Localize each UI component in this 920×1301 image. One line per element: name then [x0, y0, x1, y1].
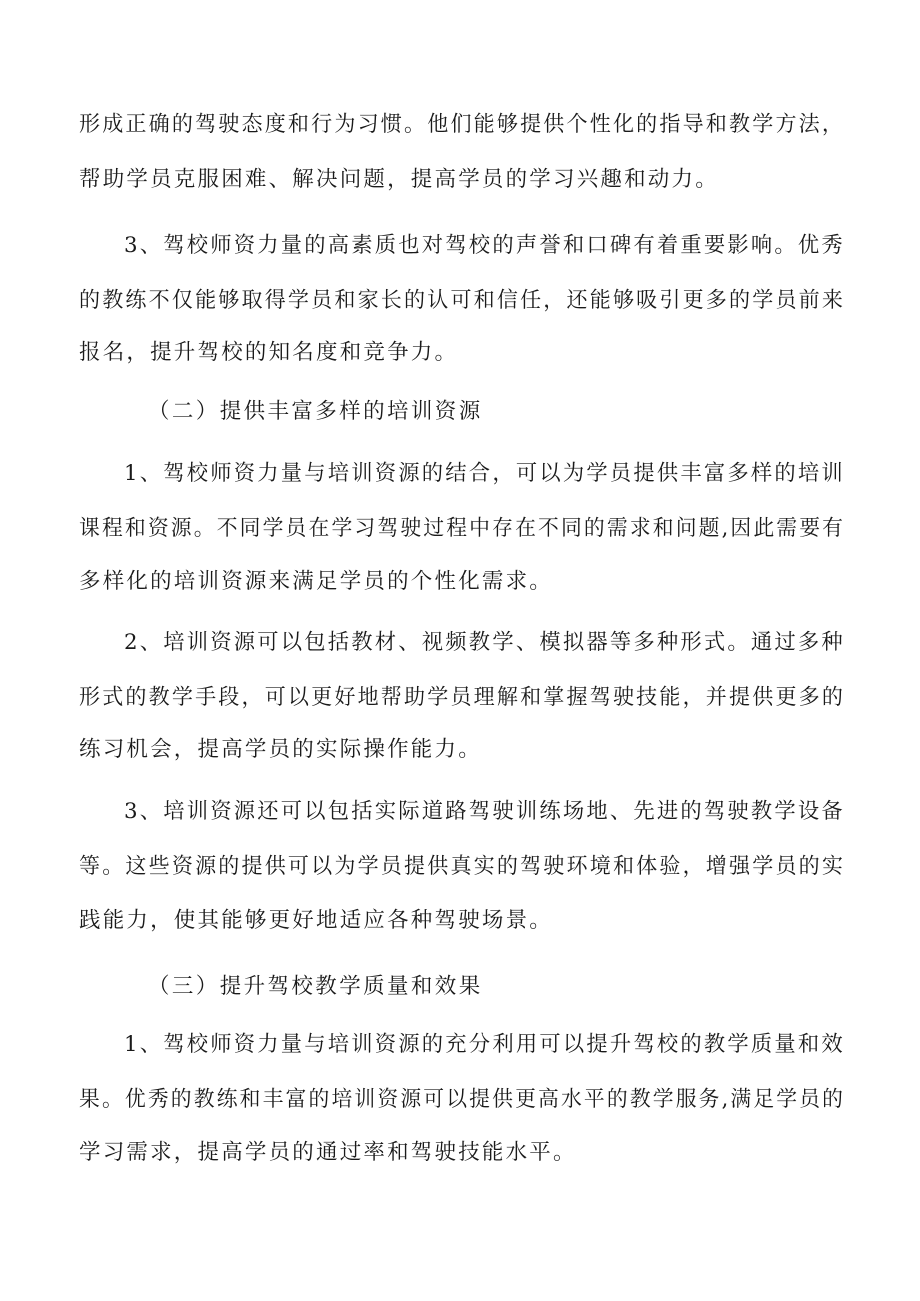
text-line: 形式的教学手段，可以更好地帮助学员理解和掌握驾驶技能，并提供更多的: [79, 685, 846, 710]
text-line: 多样化的培训资源来满足学员的个性化需求。: [79, 569, 554, 594]
paragraph-start-line: 1、驾校师资力量与培训资源的充分利用可以提升驾校的教学质量和效: [124, 1032, 845, 1057]
text-line: 帮助学员克服困难、解决问题，提高学员的学习兴趣和动力。: [79, 167, 719, 192]
section-heading: （二）提供丰富多样的培训资源: [148, 399, 483, 424]
text-line: 练习机会，提高学员的实际操作能力。: [79, 737, 482, 762]
text-line: 等。这些资源的提供可以为学员提供真实的驾驶环境和体验，增强学员的实: [79, 854, 846, 879]
text-line: 课程和资源。不同学员在学习驾驶过程中存在不同的需求和问题,因此需要有: [79, 516, 846, 541]
paragraph-start-line: 3、培训资源还可以包括实际道路驾驶训练场地、先进的驾驶教学设备: [124, 799, 845, 824]
text-line: 践能力，使其能够更好地适应各种驾驶场景。: [79, 908, 554, 933]
section-heading: （三）提升驾校教学质量和效果: [148, 974, 483, 999]
text-line: 的教练不仅能够取得学员和家长的认可和信任，还能够吸引更多的学员前来: [79, 288, 846, 313]
text-line: 报名，提升驾校的知名度和竞争力。: [79, 340, 459, 365]
text-line: 果。优秀的教练和丰富的培训资源可以提供更高水平的教学服务,满足学员的: [79, 1087, 846, 1112]
paragraph-start-line: 2、培训资源可以包括教材、视频教学、模拟器等多种形式。通过多种: [124, 630, 845, 655]
paragraph-start-line: 3、驾校师资力量的高素质也对驾校的声誉和口碑有着重要影响。优秀: [124, 233, 845, 258]
text-line: 学习需求，提高学员的通过率和驾驶技能水平。: [79, 1140, 577, 1165]
text-line: 形成正确的驾驶态度和行为习惯。他们能够提供个性化的指导和教学方法，: [79, 112, 846, 137]
paragraph-start-line: 1、驾校师资力量与培训资源的结合，可以为学员提供丰富多样的培训: [124, 461, 845, 486]
